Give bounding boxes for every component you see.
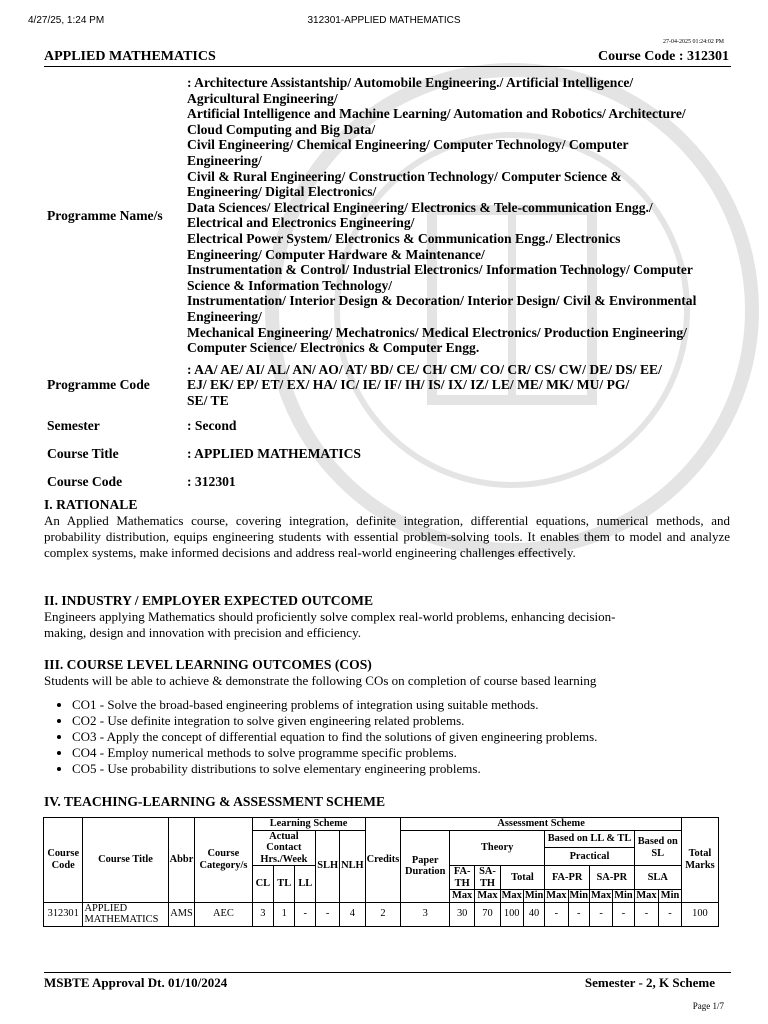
outcome-section (44, 593, 730, 641)
th-credits: Credits (365, 818, 401, 903)
th-slh: SLH (316, 830, 340, 902)
semester-value: : Second (187, 417, 237, 433)
th-tl: TL (274, 866, 295, 903)
programme-name-line: Data Sciences/ Electrical Engineering/ Electronics & Tele-communication Engg./ (187, 199, 653, 215)
th-cl: CL (252, 866, 274, 903)
course-title-value: : APPLIED MATHEMATICS (187, 445, 361, 461)
rationale-section (44, 497, 730, 561)
scheme-table (43, 817, 719, 927)
programme-name-line: Electrical Power System/ Electronics & Communication Engg./ Electronics (187, 230, 621, 246)
programme-code-line: : AA/ AE/ AI/ AL/ AN/ AO/ AT/ BD/ CE/ CH/ CM/ CO/ CR/ CS/ CW/ DE/ DS/ EE/ (187, 361, 662, 377)
th-max: Max (634, 890, 659, 903)
cell-nlh: 4 (340, 902, 366, 926)
programme-code-line: SE/ TE (187, 392, 229, 408)
cell-abbr: AMS (168, 902, 195, 926)
th-based-ll-tl: Based on LL & TL (545, 830, 634, 848)
outcome-heading: II. INDUSTRY / EMPLOYER EXPECTED OUTCOME (44, 593, 374, 608)
th-ll: LL (295, 866, 316, 903)
th-paper-duration: Paper Duration (401, 830, 450, 902)
course-code-value: : 312301 (187, 473, 236, 489)
cos-list (44, 697, 730, 777)
co-item: • CO2 - Use definite integration to solve given engineering related problems. (72, 713, 730, 729)
print-tab-title: 312301-APPLIED MATHEMATICS (307, 15, 461, 26)
th-min: Min (569, 890, 588, 901)
th-actual-contact: Actual Contact Hrs./Week (252, 830, 316, 866)
th-fa-th: FA-TH (450, 866, 475, 890)
cell-credits: 2 (365, 902, 401, 926)
cell-total-max: 100 (500, 902, 523, 926)
programme-name-line: Instrumentation/ Interior Design & Decoration/ Interior Design/ Civil & Environmental (187, 293, 697, 309)
co-item: • CO3 - Apply the concept of differential equation to find the solutions of given engineering problems. (72, 729, 730, 745)
semester-label: Semester (47, 417, 100, 433)
th-total: Total (500, 866, 545, 890)
co-item: • CO4 - Employ numerical methods to solve programme specific problems. (72, 745, 730, 761)
cos-heading: III. COURSE LEVEL LEARNING OUTCOMES (COS) (44, 657, 372, 672)
th-based-sl: Based on SL (634, 830, 681, 866)
cell-cl: 3 (252, 902, 274, 926)
course-info-table (44, 72, 734, 495)
footer-semester: Semester - 2, K Scheme (584, 975, 715, 990)
th-sa-pr: SA-PR (589, 866, 634, 890)
cell-title: APPLIED MATHEMATICS (83, 902, 168, 926)
programme-name-line: Civil & Rural Engineering/ Construction Technology/ Computer Science & (187, 168, 622, 184)
programme-name-line: Civil Engineering/ Chemical Engineering/ Computer Technology/ Computer (187, 137, 629, 153)
th-fa-pr: FA-PR (545, 866, 590, 890)
programme-code-label: Programme Code (47, 377, 150, 393)
th-max: Max (590, 890, 612, 901)
generated-timestamp: 27-04-2025 01:24:02 PM (662, 39, 724, 45)
header-course-code: Course Code : 312301 (597, 49, 729, 64)
co-item: • CO1 - Solve the broad-based engineering problems of integration using suitable methods. (72, 697, 730, 713)
course-title-label: Course Title (47, 445, 119, 461)
page-title: APPLIED MATHEMATICS (44, 49, 216, 64)
th-sa-th: SA-TH (475, 866, 500, 890)
page-number: Page 1/7 (692, 1001, 724, 1011)
cell-fa-pr-min: - (568, 902, 589, 926)
cell-fa-pr-max: - (545, 902, 568, 926)
programme-name-label: Programme Name/s (47, 207, 163, 223)
cell-sa-pr-max: - (589, 902, 612, 926)
page-header (44, 49, 731, 67)
programme-name-line: Engineering/ Computer Hardware & Maintenance/ (187, 246, 485, 262)
co-item: • CO5 - Use probability distributions to solve elementary engineering problems. (72, 761, 730, 777)
th-max: Max (475, 890, 500, 903)
cos-section (44, 657, 730, 777)
cell-duration: 3 (401, 902, 450, 926)
programme-code-value (185, 359, 734, 412)
th-sla: SLA (634, 866, 681, 890)
th-total-marks: Total Marks (681, 818, 718, 903)
programme-name-line: : Architecture Assistantship/ Automobile Engineering./ Artificial Intelligence/ (187, 75, 634, 90)
th-max: Max (546, 890, 567, 901)
th-min: Min (659, 890, 682, 903)
cell-sla-max: - (634, 902, 659, 926)
page-footer (44, 972, 731, 991)
programme-code-line: EJ/ EK/ EP/ ET/ EX/ HA/ IC/ IE/ IF/ IH/ IS/ IX/ IZ/ LE/ ME/ MK/ MU/ PG/ (187, 377, 630, 393)
rationale-heading: I. RATIONALE (44, 497, 138, 512)
th-assessment-scheme: Assessment Scheme (401, 818, 682, 831)
cell-sa-th-max: 70 (475, 902, 500, 926)
programme-name-line: Cloud Computing and Big Data/ (187, 121, 376, 137)
print-datetime: 4/27/25, 1:24 PM (28, 15, 105, 26)
scheme-heading: IV. TEACHING-LEARNING & ASSESSMENT SCHEME (44, 794, 386, 809)
cell-tl: 1 (274, 902, 295, 926)
programme-name-line: Mechanical Engineering/ Mechatronics/ Medical Electronics/ Production Engineering/ (187, 324, 687, 340)
cell-code: 312301 (44, 902, 83, 926)
th-course-code: Course Code (44, 818, 83, 903)
scheme-section (44, 794, 730, 810)
table-row (44, 902, 719, 926)
cell-slh: - (316, 902, 340, 926)
th-course-title: Course Title (83, 818, 168, 903)
cell-ll: - (295, 902, 316, 926)
programme-name-line: Computer Science/ Electronics & Computer Engg. (187, 340, 480, 356)
programme-name-line: Artificial Intelligence and Machine Learning/ Automation and Robotics/ Architecture/ (187, 106, 686, 122)
cell-total-min: 40 (523, 902, 544, 926)
programme-name-line: Engineering/ Digital Electronics/ (187, 184, 377, 200)
cell-sla-min: - (659, 902, 682, 926)
cell-category: AEC (195, 902, 252, 926)
cos-intro: Students will be able to achieve & demonstrate the following COs on completion of course based learning (44, 673, 597, 688)
programme-name-line: Engineering/ (187, 152, 262, 168)
th-min: Min (614, 890, 633, 901)
th-min: Min (524, 890, 544, 901)
cell-sa-pr-min: - (613, 902, 634, 926)
programme-name-line: Electrical and Electronics Engineering/ (187, 215, 415, 231)
th-learning-scheme: Learning Scheme (252, 818, 365, 831)
th-max: Max (450, 890, 475, 903)
th-practical: Practical (545, 848, 634, 866)
rationale-text: An Applied Mathematics course, covering integration, definite integration, differential equations, numerical methods, and probability distribution, equips engineering students with essential problem-solving tools. It enables them to model and analyze complex systems, make informed decisions and address real-world engineering challenges effectively. (44, 513, 730, 560)
outcome-text-line: making, design and innovation with precision and efficiency. (44, 625, 361, 640)
outcome-text-line: Engineers applying Mathematics should proficiently solve complex real-world problems, enhancing decision- (44, 609, 616, 624)
programme-name-value (185, 72, 734, 359)
th-theory: Theory (450, 830, 545, 866)
cell-total-marks: 100 (681, 902, 718, 926)
th-nlh: NLH (340, 830, 366, 902)
programme-name-line: Science & Information Technology/ (187, 277, 393, 293)
cell-fa-th-max: 30 (450, 902, 475, 926)
th-max: Max (501, 890, 522, 901)
approval-date: MSBTE Approval Dt. 01/10/2024 (44, 975, 228, 990)
programme-name-line: Instrumentation & Control/ Industrial Electronics/ Information Technology/ Computer (187, 262, 693, 278)
programme-name-line: Engineering/ (187, 308, 262, 324)
programme-name-line: Agricultural Engineering/ (187, 90, 338, 106)
course-code-label: Course Code (47, 473, 123, 489)
th-category: Course Category/s (195, 818, 252, 903)
th-abbr: Abbr (168, 818, 195, 903)
